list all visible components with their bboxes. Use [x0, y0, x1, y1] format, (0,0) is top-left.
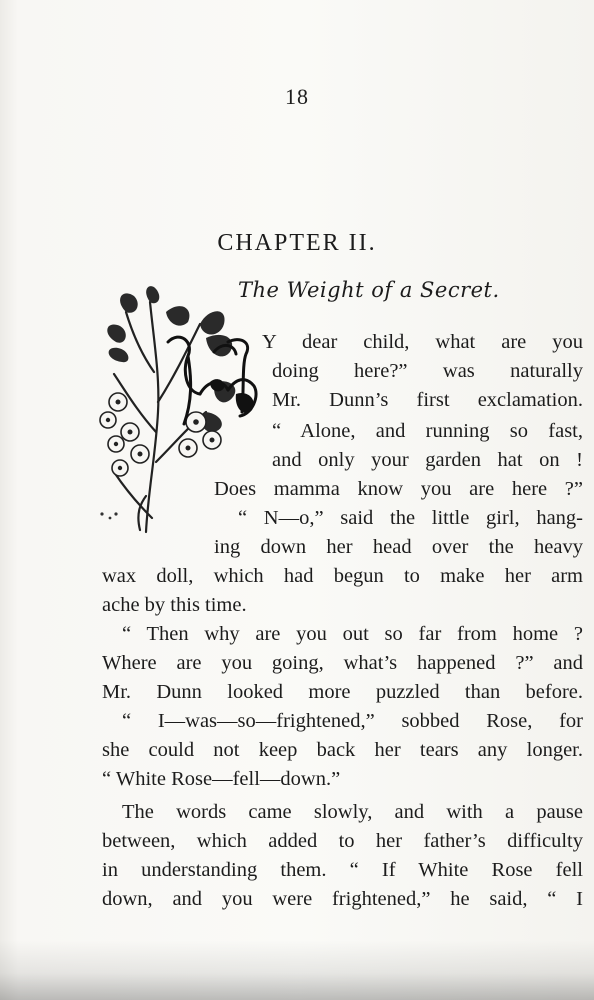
body-line: she could not keep back her tears any longer. — [102, 739, 583, 761]
body-line: down, and you were frightened,” he said, “ I — [102, 888, 583, 910]
body-line: Mr. Dunn’s first exclamation. — [272, 389, 583, 411]
body-line: “ N—o,” said the little girl, hang- — [238, 507, 583, 529]
body-line: between, which added to her father’s difficulty — [102, 830, 583, 852]
body-line: “ White Rose—fell—down.” — [102, 768, 341, 790]
body-line: ache by this time. — [102, 594, 247, 616]
body-line: wax doll, which had begun to make her arm — [102, 565, 583, 587]
body-line: doing here?” was naturally — [272, 360, 583, 382]
floral-drop-cap-m-icon — [96, 282, 266, 540]
body-line: ing down her head over the heavy — [214, 536, 583, 558]
body-line: and only your garden hat on ! — [272, 449, 583, 471]
body-line: in understanding them. “ If White Rose fell — [102, 859, 583, 881]
body-line: “ Then why are you out so far from home ? — [122, 623, 583, 645]
page-number: 18 — [285, 84, 309, 109]
body-line: Does mamma know you are here ?” — [214, 478, 583, 500]
body-line: “ I—was—so—frightened,” sobbed Rose, for — [122, 710, 583, 732]
chapter-title: CHAPTER II. — [217, 230, 377, 256]
body-line: “ Alone, and running so fast, — [272, 420, 583, 442]
body-line: Where are you going, what’s happened ?” and — [102, 652, 583, 674]
page-edge-shadow — [0, 940, 594, 1000]
body-line: Y dear child, what are you — [262, 331, 583, 353]
body-line: The words came slowly, and with a pause — [122, 801, 583, 823]
chapter-subtitle: The Weight of a Secret. — [238, 278, 500, 302]
body-line: Mr. Dunn looked more puzzled than before. — [102, 681, 583, 703]
